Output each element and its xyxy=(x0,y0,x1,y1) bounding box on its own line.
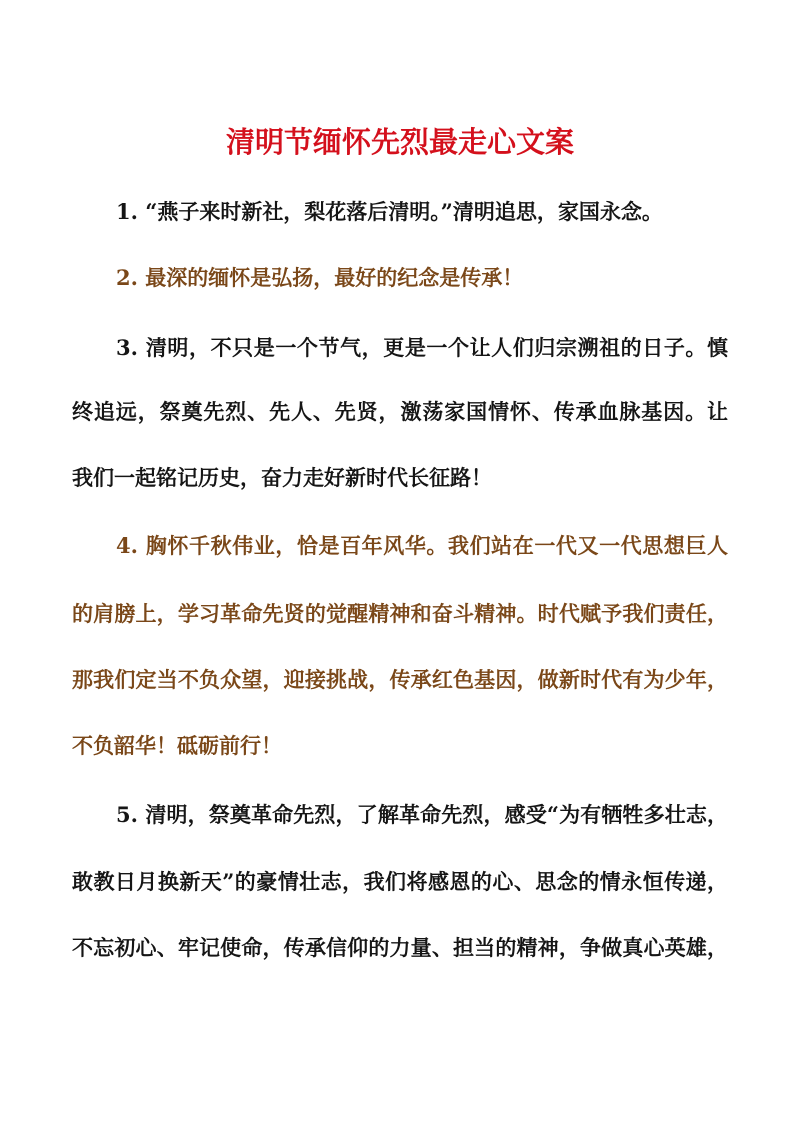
paragraph-line: 2. 最深的缅怀是弘扬，最好的纪念是传承！ xyxy=(116,265,524,290)
paragraph-line: 终追远，祭奠先烈、先人、先贤，激荡家国情怀、传承血脉基因。让 xyxy=(72,399,728,424)
paragraph-line: 不忘初心、牢记使命，传承信仰的力量、担当的精神，争做真心英雄， xyxy=(72,935,728,960)
paragraph-line: 我们一起铭记历史，奋力走好新时代长征路！ xyxy=(72,465,492,490)
document-title: 清明节缅怀先烈最走心文案 xyxy=(225,125,574,159)
paragraph-line: 5. 清明，祭奠革命先烈，了解革命先烈，感受“为有牺牲多壮志， xyxy=(116,802,728,827)
paragraph-line: 不负韶华！砥砺前行！ xyxy=(72,733,282,758)
paragraph-line: 4. 胸怀千秋伟业，恰是百年风华。我们站在一代又一代思想巨人 xyxy=(116,533,728,558)
paragraph-line: 1. “燕子来时新社，梨花落后清明。”清明追思，家国永念。 xyxy=(116,199,663,224)
paragraph-line: 敢教日月换新天”的豪情壮志，我们将感恩的心、思念的情永恒传递， xyxy=(72,869,728,894)
paragraph-line: 3. 清明，不只是一个节气，更是一个让人们归宗溯祖的日子。慎 xyxy=(116,335,728,360)
paragraph-line: 那我们定当不负众望，迎接挑战，传承红色基因，做新时代有为少年， xyxy=(72,667,728,692)
paragraph-line: 的肩膀上，学习革命先贤的觉醒精神和奋斗精神。时代赋予我们责任， xyxy=(72,601,728,626)
